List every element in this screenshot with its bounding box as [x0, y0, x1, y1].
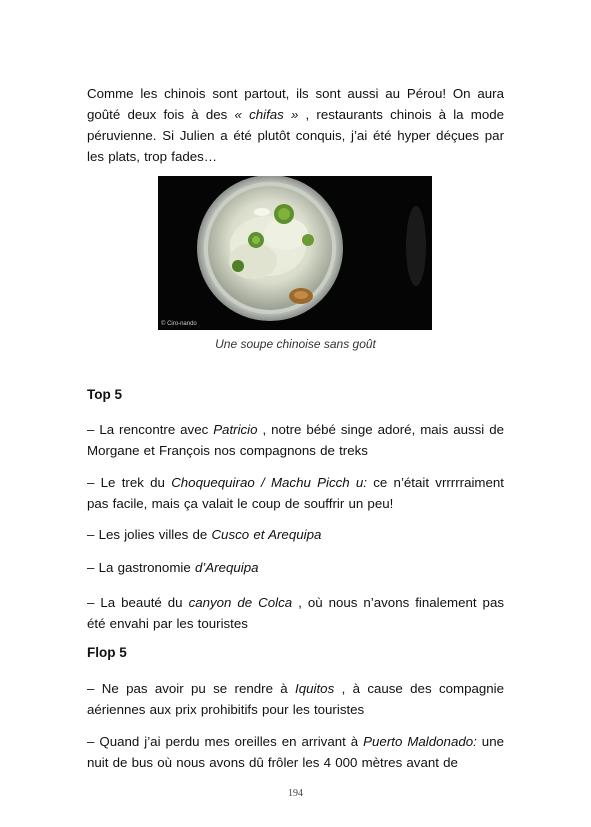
item-emphasis: Puerto Maldonado:: [363, 734, 477, 749]
intro-paragraph: [87, 83, 504, 167]
soup-bowl-illustration: [158, 176, 432, 330]
item-text: une nuit de bus où nous avons dû frôler les 4 000 mètres avant de: [87, 734, 504, 770]
item-text: – Le trek du: [87, 475, 172, 490]
item-emphasis: Choquequirao / Machu Picch u:: [171, 475, 367, 490]
item-text: – La gastronomie: [87, 560, 195, 575]
photo-caption: Une soupe chinoise sans goût: [215, 337, 376, 351]
item-emphasis: canyon de Colca: [188, 595, 293, 610]
intro-text-2: , restaurants chinois à la mode péruvienne. Si Julien a été plutôt conquis, j’ai été hyper déçues par les plats, trop fades…: [87, 107, 505, 164]
flop5-heading: Flop 5: [87, 645, 127, 660]
top5-item-1: [87, 419, 504, 461]
page-number: 194: [288, 788, 303, 799]
item-emphasis: Cusco et Arequipa: [211, 527, 322, 542]
item-text: – Quand j’ai perdu mes oreilles en arrivant à: [87, 734, 364, 749]
item-text: – Les jolies villes de: [87, 527, 212, 542]
intro-emphasis: « chifas »: [234, 107, 299, 122]
item-emphasis: d’Arequipa: [194, 560, 259, 575]
item-emphasis: Iquitos: [295, 681, 335, 696]
item-text: , où nous n’avons finalement pas été envahi par les touristes: [87, 595, 504, 631]
item-text: , notre bébé singe adoré, mais aussi de Morgane et François nos compagnons de treks: [87, 422, 504, 458]
item-text: , à cause des compagnie aériennes aux prix prohibitifs pour les touristes: [87, 681, 504, 717]
item-text: – La beauté du: [87, 595, 189, 610]
item-text: ce n’était vrrrrraiment pas facile, mais ça valait le coup de souffrir un peu!: [87, 475, 504, 511]
item-text: – La rencontre avec: [87, 422, 214, 437]
top5-item-5: [87, 592, 504, 634]
top5-item-3: [87, 524, 504, 545]
photo-watermark: © Ciro-nando: [161, 321, 197, 327]
flop5-item-2: [87, 731, 504, 773]
soup-photo: [158, 176, 432, 330]
flop5-item-1: [87, 678, 504, 720]
document-page: [87, 0, 504, 827]
intro-text-1: Comme les chinois sont partout, ils sont aussi au Pérou! On aura goûté deux fois à des: [87, 86, 504, 122]
item-text: – Ne pas avoir pu se rendre à: [87, 681, 296, 696]
top5-heading: Top 5: [87, 387, 122, 402]
top5-item-2: [87, 472, 504, 514]
top5-item-4: [87, 557, 504, 578]
item-emphasis: Patricio: [213, 422, 258, 437]
